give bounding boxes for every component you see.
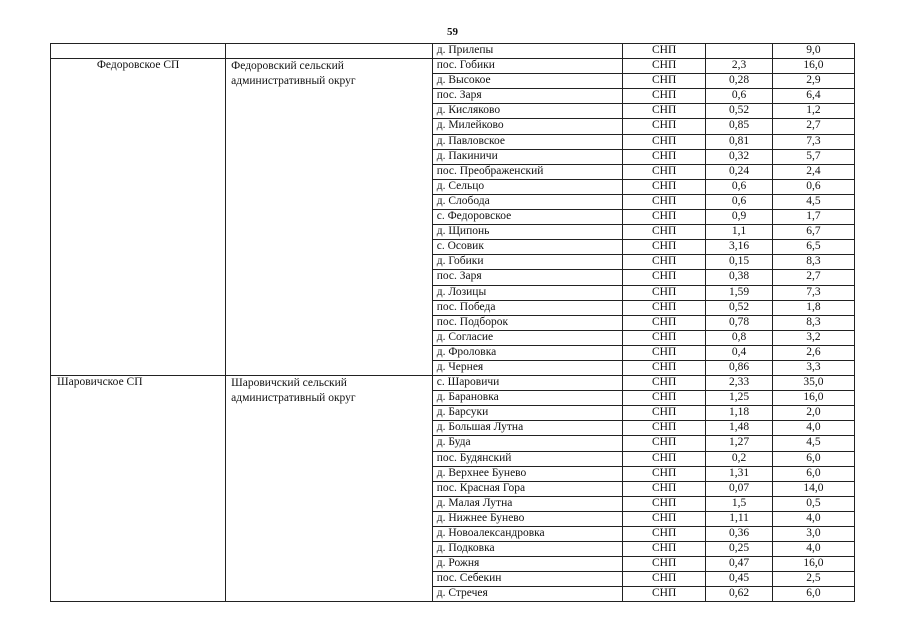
table-row	[51, 59, 855, 74]
type-cell: СНП	[623, 406, 706, 421]
value-cell: 6,0	[772, 451, 854, 466]
area-cell: 0,2	[706, 451, 773, 466]
type-cell: СНП	[623, 240, 706, 255]
area-cell: 0,15	[706, 255, 773, 270]
value-cell: 3,0	[772, 527, 854, 542]
type-cell: СНП	[623, 164, 706, 179]
value-cell: 6,7	[772, 225, 854, 240]
district-cell	[226, 44, 433, 59]
area-cell: 0,6	[706, 179, 773, 194]
value-cell: 2,5	[772, 572, 854, 587]
area-cell: 0,25	[706, 542, 773, 557]
area-cell: 1,18	[706, 406, 773, 421]
value-cell: 4,0	[772, 542, 854, 557]
area-cell: 1,31	[706, 466, 773, 481]
settlement-cell: д. Малая Лутна	[432, 496, 622, 511]
settlement-cell: д. Павловское	[432, 134, 622, 149]
area-cell: 1,25	[706, 391, 773, 406]
type-cell: СНП	[623, 300, 706, 315]
settlement-cell: д. Стречея	[432, 587, 622, 602]
settlement-cell: д. Нижнее Бунево	[432, 511, 622, 526]
settlement-cell: пос. Себекин	[432, 572, 622, 587]
type-cell: СНП	[623, 179, 706, 194]
type-cell: СНП	[623, 270, 706, 285]
area-cell: 0,45	[706, 572, 773, 587]
value-cell: 14,0	[772, 481, 854, 496]
value-cell: 6,4	[772, 89, 854, 104]
type-cell: СНП	[623, 225, 706, 240]
area-cell: 0,24	[706, 164, 773, 179]
type-cell: СНП	[623, 572, 706, 587]
value-cell: 16,0	[772, 391, 854, 406]
area-cell: 1,48	[706, 421, 773, 436]
settlement-cell: пос. Победа	[432, 300, 622, 315]
value-cell: 7,3	[772, 134, 854, 149]
settlement-cell: д. Рожня	[432, 557, 622, 572]
value-cell: 35,0	[772, 376, 854, 391]
settlement-cell: д. Кисляково	[432, 104, 622, 119]
value-cell: 0,6	[772, 179, 854, 194]
table-row	[51, 44, 855, 59]
municipality-cell	[51, 44, 226, 59]
area-cell: 0,9	[706, 210, 773, 225]
value-cell: 7,3	[772, 285, 854, 300]
area-cell: 0,32	[706, 149, 773, 164]
type-cell: СНП	[623, 194, 706, 209]
value-cell: 2,4	[772, 164, 854, 179]
area-cell: 0,8	[706, 330, 773, 345]
type-cell: СНП	[623, 89, 706, 104]
type-cell: СНП	[623, 481, 706, 496]
type-cell: СНП	[623, 511, 706, 526]
area-cell: 0,52	[706, 104, 773, 119]
settlement-cell: д. Прилепы	[432, 44, 622, 59]
settlement-cell: д. Высокое	[432, 74, 622, 89]
table-body	[51, 44, 855, 602]
value-cell: 2,7	[772, 119, 854, 134]
settlement-cell: д. Согласие	[432, 330, 622, 345]
type-cell: СНП	[623, 436, 706, 451]
settlement-cell: д. Верхнее Бунево	[432, 466, 622, 481]
value-cell: 3,2	[772, 330, 854, 345]
settlement-cell: с. Осовик	[432, 240, 622, 255]
settlement-cell: пос. Подборок	[432, 315, 622, 330]
type-cell: СНП	[623, 557, 706, 572]
type-cell: СНП	[623, 119, 706, 134]
type-cell: СНП	[623, 376, 706, 391]
value-cell: 4,0	[772, 511, 854, 526]
value-cell: 2,6	[772, 345, 854, 360]
type-cell: СНП	[623, 527, 706, 542]
area-cell: 0,85	[706, 119, 773, 134]
settlement-cell: д. Большая Лутна	[432, 421, 622, 436]
value-cell: 6,5	[772, 240, 854, 255]
settlement-cell: д. Чернея	[432, 360, 622, 375]
area-cell: 1,5	[706, 496, 773, 511]
type-cell: СНП	[623, 59, 706, 74]
settlement-cell: д. Гобики	[432, 255, 622, 270]
area-cell	[706, 44, 773, 59]
area-cell: 0,62	[706, 587, 773, 602]
value-cell: 4,5	[772, 194, 854, 209]
settlement-cell: д. Новоалександровка	[432, 527, 622, 542]
settlement-cell: пос. Заря	[432, 270, 622, 285]
area-cell: 0,28	[706, 74, 773, 89]
type-cell: СНП	[623, 451, 706, 466]
settlement-cell: д. Милейково	[432, 119, 622, 134]
settlement-cell: пос. Преображенский	[432, 164, 622, 179]
area-cell: 0,86	[706, 360, 773, 375]
area-cell: 3,16	[706, 240, 773, 255]
district-cell: Шаровичский сельский административный округ	[226, 376, 433, 602]
settlement-cell: д. Барсуки	[432, 406, 622, 421]
area-cell: 0,07	[706, 481, 773, 496]
area-cell: 0,47	[706, 557, 773, 572]
settlement-cell: д. Пакиничи	[432, 149, 622, 164]
type-cell: СНП	[623, 466, 706, 481]
settlement-cell: пос. Красная Гора	[432, 481, 622, 496]
type-cell: СНП	[623, 315, 706, 330]
value-cell: 5,7	[772, 149, 854, 164]
type-cell: СНП	[623, 542, 706, 557]
area-cell: 0,6	[706, 89, 773, 104]
settlement-cell: с. Шаровичи	[432, 376, 622, 391]
value-cell: 2,7	[772, 270, 854, 285]
value-cell: 1,8	[772, 300, 854, 315]
type-cell: СНП	[623, 74, 706, 89]
settlement-cell: д. Сельцо	[432, 179, 622, 194]
type-cell: СНП	[623, 421, 706, 436]
type-cell: СНП	[623, 104, 706, 119]
value-cell: 4,5	[772, 436, 854, 451]
type-cell: СНП	[623, 330, 706, 345]
settlement-cell: д. Лозицы	[432, 285, 622, 300]
value-cell: 9,0	[772, 44, 854, 59]
settlement-cell: д. Подковка	[432, 542, 622, 557]
page-number: 59	[447, 26, 458, 38]
value-cell: 1,7	[772, 210, 854, 225]
type-cell: СНП	[623, 210, 706, 225]
settlement-cell: д. Фроловка	[432, 345, 622, 360]
area-cell: 0,81	[706, 134, 773, 149]
area-cell: 0,4	[706, 345, 773, 360]
settlements-table	[50, 43, 855, 602]
settlement-cell: д. Слобода	[432, 194, 622, 209]
type-cell: СНП	[623, 587, 706, 602]
value-cell: 8,3	[772, 315, 854, 330]
area-cell: 0,6	[706, 194, 773, 209]
type-cell: СНП	[623, 285, 706, 300]
value-cell: 3,3	[772, 360, 854, 375]
municipality-cell: Федоровское СП	[51, 59, 226, 376]
type-cell: СНП	[623, 360, 706, 375]
area-cell: 2,3	[706, 59, 773, 74]
settlement-cell: д. Буда	[432, 436, 622, 451]
settlement-cell: пос. Заря	[432, 89, 622, 104]
area-cell: 1,11	[706, 511, 773, 526]
district-cell: Федоровский сельский административный округ	[226, 59, 433, 376]
type-cell: СНП	[623, 345, 706, 360]
settlement-cell: с. Федоровское	[432, 210, 622, 225]
value-cell: 2,9	[772, 74, 854, 89]
settlement-cell: д. Барановка	[432, 391, 622, 406]
area-cell: 1,59	[706, 285, 773, 300]
settlement-cell: пос. Гобики	[432, 59, 622, 74]
type-cell: СНП	[623, 496, 706, 511]
value-cell: 8,3	[772, 255, 854, 270]
type-cell: СНП	[623, 391, 706, 406]
value-cell: 6,0	[772, 466, 854, 481]
area-cell: 1,27	[706, 436, 773, 451]
area-cell: 0,38	[706, 270, 773, 285]
value-cell: 0,5	[772, 496, 854, 511]
value-cell: 16,0	[772, 557, 854, 572]
type-cell: СНП	[623, 149, 706, 164]
value-cell: 6,0	[772, 587, 854, 602]
value-cell: 2,0	[772, 406, 854, 421]
area-cell: 0,52	[706, 300, 773, 315]
settlement-cell: пос. Будянский	[432, 451, 622, 466]
area-cell: 2,33	[706, 376, 773, 391]
municipality-cell: Шаровичское СП	[51, 376, 226, 602]
type-cell: СНП	[623, 134, 706, 149]
area-cell: 1,1	[706, 225, 773, 240]
type-cell: СНП	[623, 44, 706, 59]
table-row	[51, 376, 855, 391]
settlement-cell: д. Щипонь	[432, 225, 622, 240]
area-cell: 0,78	[706, 315, 773, 330]
type-cell: СНП	[623, 255, 706, 270]
value-cell: 4,0	[772, 421, 854, 436]
value-cell: 1,2	[772, 104, 854, 119]
area-cell: 0,36	[706, 527, 773, 542]
value-cell: 16,0	[772, 59, 854, 74]
